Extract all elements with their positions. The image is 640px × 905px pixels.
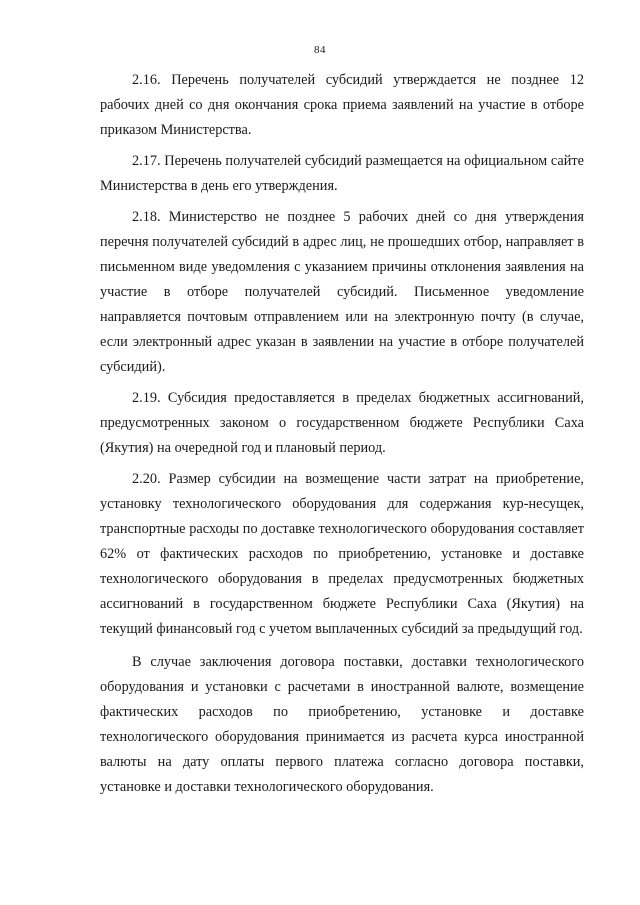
paragraph-2-18: 2.18. Министерство не позднее 5 рабочих дней со дня утверждения перечня получателей субсидий в адрес лиц, не прошедших отбор, направляет в письменном виде уведомления с указанием причины отклонения заявления на участие в отборе получателей субсидий. Письменное уведомление направляется почтовым отправлением или на электронную почту (в случае, если электронный адрес указан в заявлении на участие в отборе получателей субсидий). — [100, 209, 584, 375]
paragraph-foreign-currency: В случае заключения договора поставки, доставки технологического оборудования и установки с расчетами в иностранной валюте, возмещение фактических расходов по приобретению, установке и доставке технологического оборудования принимается из расчета курса иностранной валюты на дату оплаты первого платежа согласно договора поставки, установке и доставки технологического оборудования. — [100, 654, 584, 795]
document-body — [100, 68, 584, 806]
paragraph-2-20: 2.20. Размер субсидии на возмещение части затрат на приобретение, установку технологического оборудования для содержания кур-несущек, транспортные расходы по доставке технологического оборудования составляет 62% от фактических расходов по приобретению, установке и доставке технологического оборудования в пределах предусмотренных бюджетных ассигнований в государственном бюджете Республики Саха (Якутия) на текущий финансовый год с учетом выплаченных субсидий за предыдущий год. — [100, 471, 584, 637]
paragraph-2-19: 2.19. Субсидия предоставляется в пределах бюджетных ассигнований, предусмотренных законом о государственном бюджете Республики Саха (Якутия) на очередной год и плановый период. — [100, 390, 584, 456]
paragraph-2-17: 2.17. Перечень получателей субсидий размещается на официальном сайте Министерства в день его утверждения. — [100, 153, 584, 194]
page-number: 84 — [314, 44, 326, 56]
paragraph-2-16: 2.16. Перечень получателей субсидий утверждается не позднее 12 рабочих дней со дня окончания срока приема заявлений на участие в отборе приказом Министерства. — [100, 72, 584, 138]
